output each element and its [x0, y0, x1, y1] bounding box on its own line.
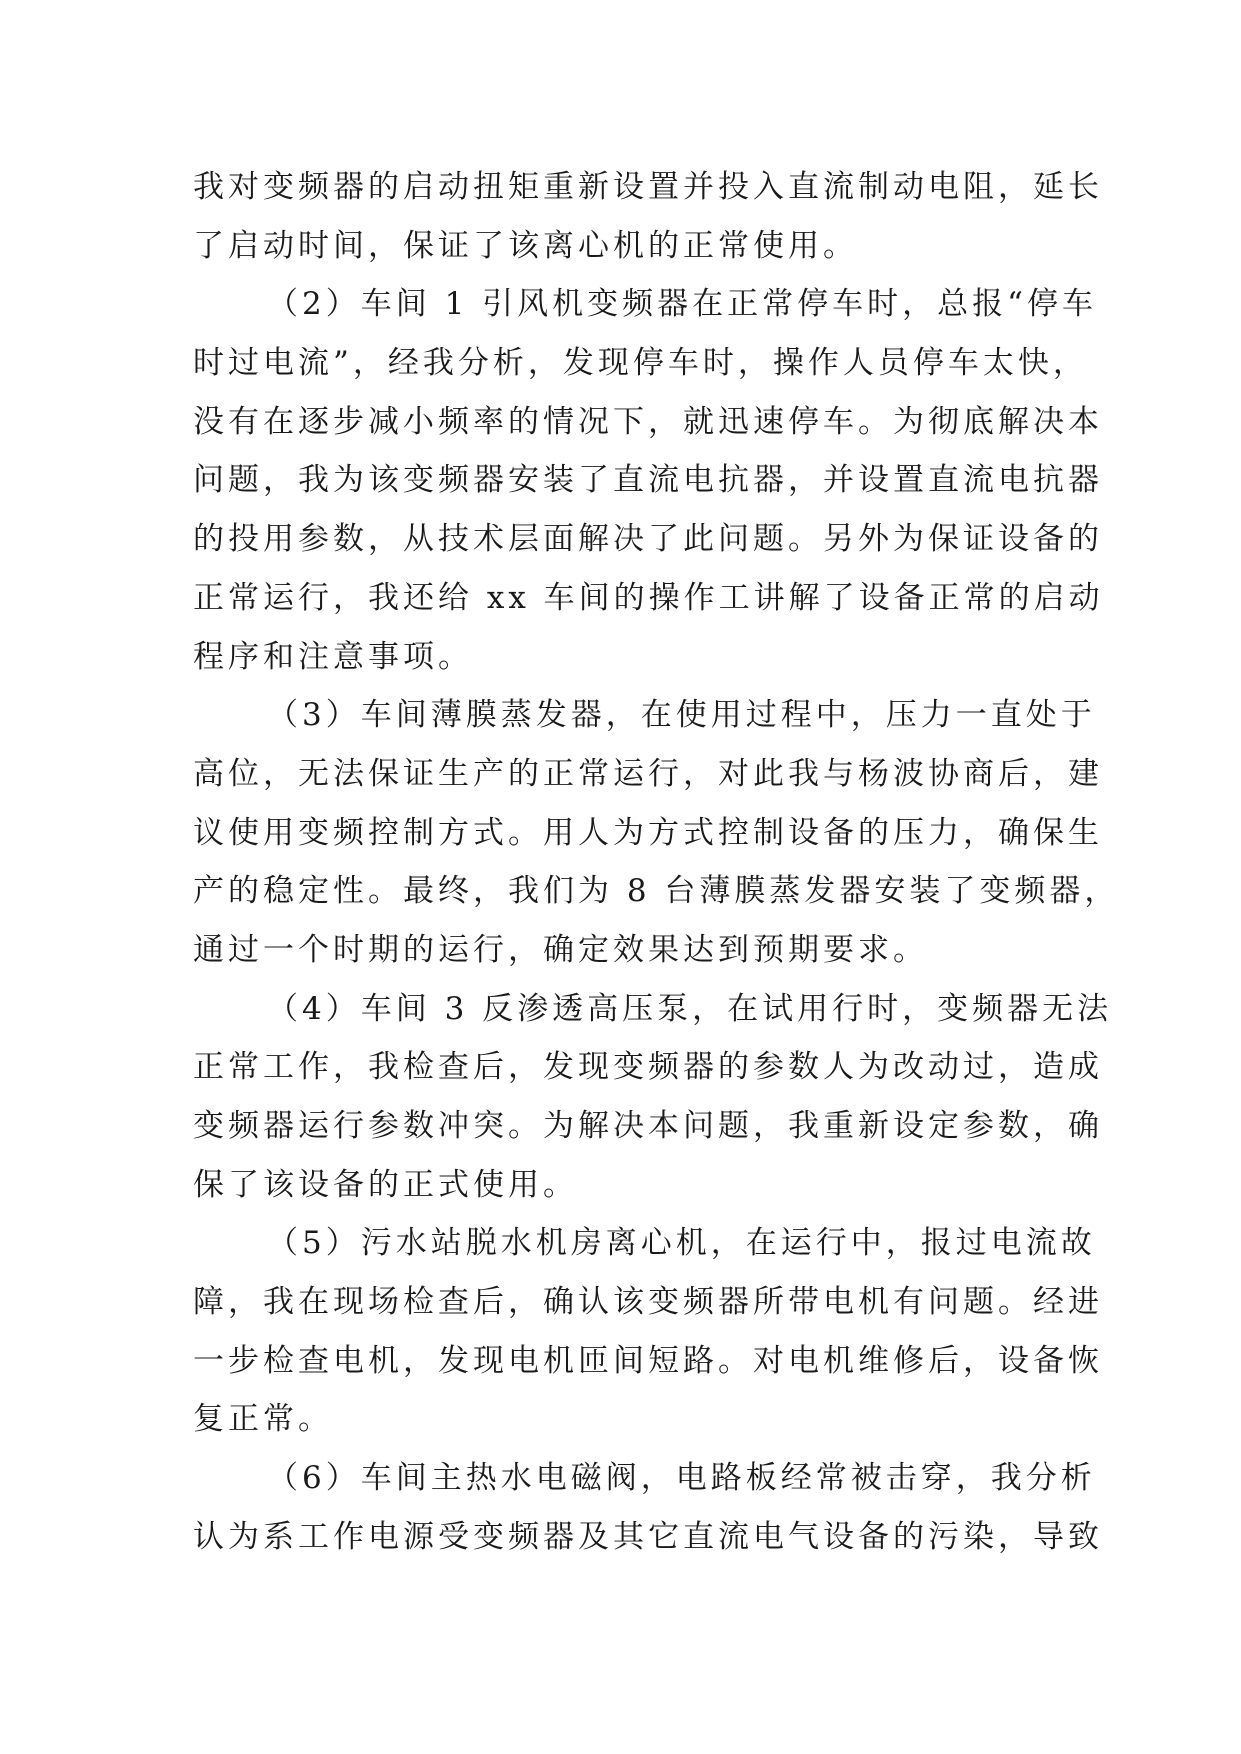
text-line: 的投用参数，从技术层面解决了此问题。另外为保证设备的: [193, 521, 1103, 558]
text-line: 保了该设备的正式使用。: [193, 1166, 578, 1203]
text-line: 程序和注意事项。: [193, 638, 473, 675]
text-line: 通过一个时期的运行，确定效果达到预期要求。: [193, 931, 928, 968]
text-line: 正常工作，我检查后，发现变频器的参数人为改动过，造成: [193, 1049, 1103, 1086]
text-line: 议使用变频控制方式。用人为方式控制设备的压力，确保生: [193, 814, 1103, 851]
paragraph-start-line: （6）车间主热水电磁阀，电路板经常被击穿，我分析: [267, 1460, 1096, 1497]
text-line: 高位，无法保证生产的正常运行，对此我与杨波协商后，建: [193, 755, 1103, 792]
text-line: 没有在逐步减小频率的情况下，就迅速停车。为彻底解决本: [193, 403, 1103, 440]
text-line: 认为系工作电源受变频器及其它直流电气设备的污染，导致: [193, 1518, 1103, 1555]
text-line: 了启动时间，保证了该离心机的正常使用。: [193, 227, 858, 264]
text-line: 正常运行，我还给 xx 车间的操作工讲解了设备正常的启动: [193, 579, 1104, 616]
text-line: 复正常。: [193, 1401, 333, 1438]
paragraph-start-line: （4）车间 3 反渗透高压泵，在试用行时，变频器无法: [267, 990, 1113, 1027]
text-line: 一步检查电机，发现电机匝间短路。对电机维修后，设备恢: [193, 1342, 1103, 1379]
document-body: [193, 158, 1120, 1567]
text-line: 我对变频器的启动扭矩重新设置并投入直流制动电阻，延长: [193, 169, 1103, 205]
paragraph-start-line: （2）车间 1 引风机变频器在正常停车时，总报“停车: [267, 286, 1098, 323]
text-line: 障，我在现场检查后，确认该变频器所带电机有问题。经进: [193, 1284, 1103, 1321]
paragraph-start-line: （5）污水站脱水机房离心机，在运行中，报过电流故: [267, 1225, 1096, 1262]
text-line: 变频器运行参数冲突。为解决本问题，我重新设定参数，确: [193, 1108, 1103, 1144]
text-line: 时过电流”，经我分析，发现停车时，操作人员停车太快，: [193, 345, 1088, 382]
paragraph-start-line: （3）车间薄膜蒸发器，在使用过程中，压力一直处于: [267, 697, 1096, 734]
text-line: 问题，我为该变频器安装了直流电抗器，并设置直流电抗器: [193, 462, 1103, 499]
text-line: 产的稳定性。最终，我们为 8 台薄膜蒸发器安装了变频器，: [193, 873, 1120, 910]
